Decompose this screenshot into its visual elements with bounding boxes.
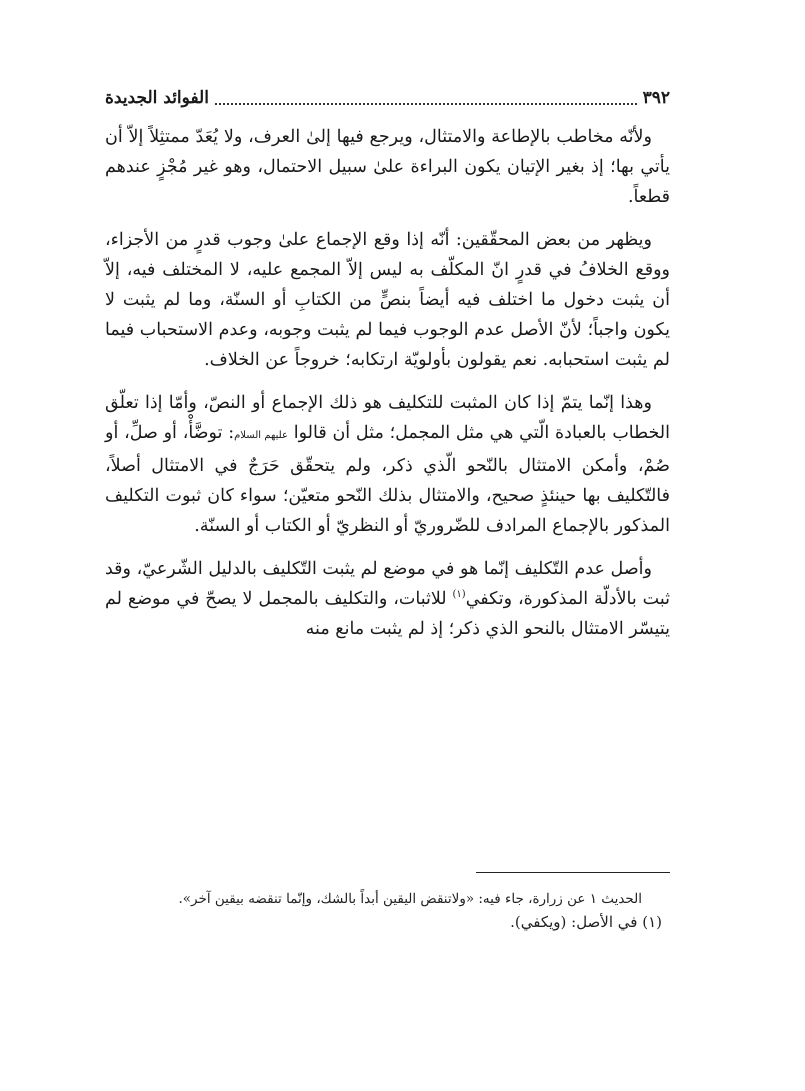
footnotes — [105, 888, 670, 934]
dot-leader — [215, 103, 637, 105]
paragraph-1: ولأنّه مخاطب بالإطاعة والامتثال، ويرجع فيها إلىٰ العرف، ولا يُعَدّ ممتثِلاً إلاّ أن يأتي بها؛ إذ بغير الإتيان يكون البراءة علىٰ سبيل الاحتمال، وهو غير مُجْزٍ عندهم قطعاً. — [105, 127, 670, 207]
page-header — [105, 84, 670, 112]
hadith-reference: الحديث ١ عن زرارة، جاء فيه: «ولاتنقض اليقين أبداً بالشك، وإنّما تنقضه بيقين آخر». — [178, 891, 642, 907]
paragraph-3 — [105, 388, 670, 541]
footnote-ref-1: (١) — [452, 589, 466, 601]
footnote-divider — [476, 872, 670, 873]
running-title: الفوائد الجديدة — [105, 88, 209, 108]
paragraph-3-text-b: : توضَّأْ، أو صلِّ، أو صُمْ، وأمكن الامتثال بالنّحو الّذي ذكر، ولم يتحقّق حَرَجٌ في الامتثال أصلاً، فالتّكليف بها حينئذٍ صحيح، والامتثال بذلك النّحو متعيّن؛ سواء كان ثبوت التكليف المذكور بالإجماع المرادف للضّروريّ أو النظريّ أو الكتاب أو السنّة. — [105, 423, 670, 536]
footnote-1: (١) في الأصل: (ويكفي). — [510, 913, 662, 931]
paragraph-4-text-a: وأصل عدم التّكليف إنّما هو في موضع لم يثبت التّكليف بالدليل الشّرعيّ، وقد ثبت بالأدلّة المذكورة، وتكفي — [105, 559, 670, 609]
paragraph-4-text-b: للاثبات، والتكليف بالمجمل لا يصحّ في موضع لم يتيسّر الامتثال بالنحو الذي ذكر؛ إذ لم يثبت مانع منه — [105, 589, 670, 639]
paragraph-2: ويظهر من بعض المحقّقين: أنّه إذا وقع الإجماع علىٰ وجوب قدرٍ من الأجزاء، ووقع الخلافُ في قدرٍ انّ المكلّف به ليس إلاّ المجمع عليه، لا المختلف فيه، إلاّ أن يثبت دخول ما اختلف فيه أيضاً بنصٍّ من الكتابِ أو السنّة، وما لم يثبت لا يكون واجباً؛ لأنّ الأصل عدم الوجوب فيما لم يثبت وجوبه، وعدم الاستحباب فيما لم يثبت استحبابه. نعم يقولون بأولويّة ارتكابه؛ خروجاً عن الخلاف. — [105, 230, 670, 370]
honorific: عليهم السلام — [234, 430, 288, 441]
paragraph-4 — [105, 554, 670, 644]
paragraph-3-text-a: وهذا إنّما يتمّ إذا كان المثبت للتكليف هو ذلك الإجماع أو النصّ، وأمّا إذا تعلّق الخطاب بالعبادة الّتي هي مثل المجمل؛ مثل أن قالوا — [105, 393, 670, 443]
page-number: ٣٩٢ — [642, 88, 670, 108]
main-text — [105, 122, 670, 644]
